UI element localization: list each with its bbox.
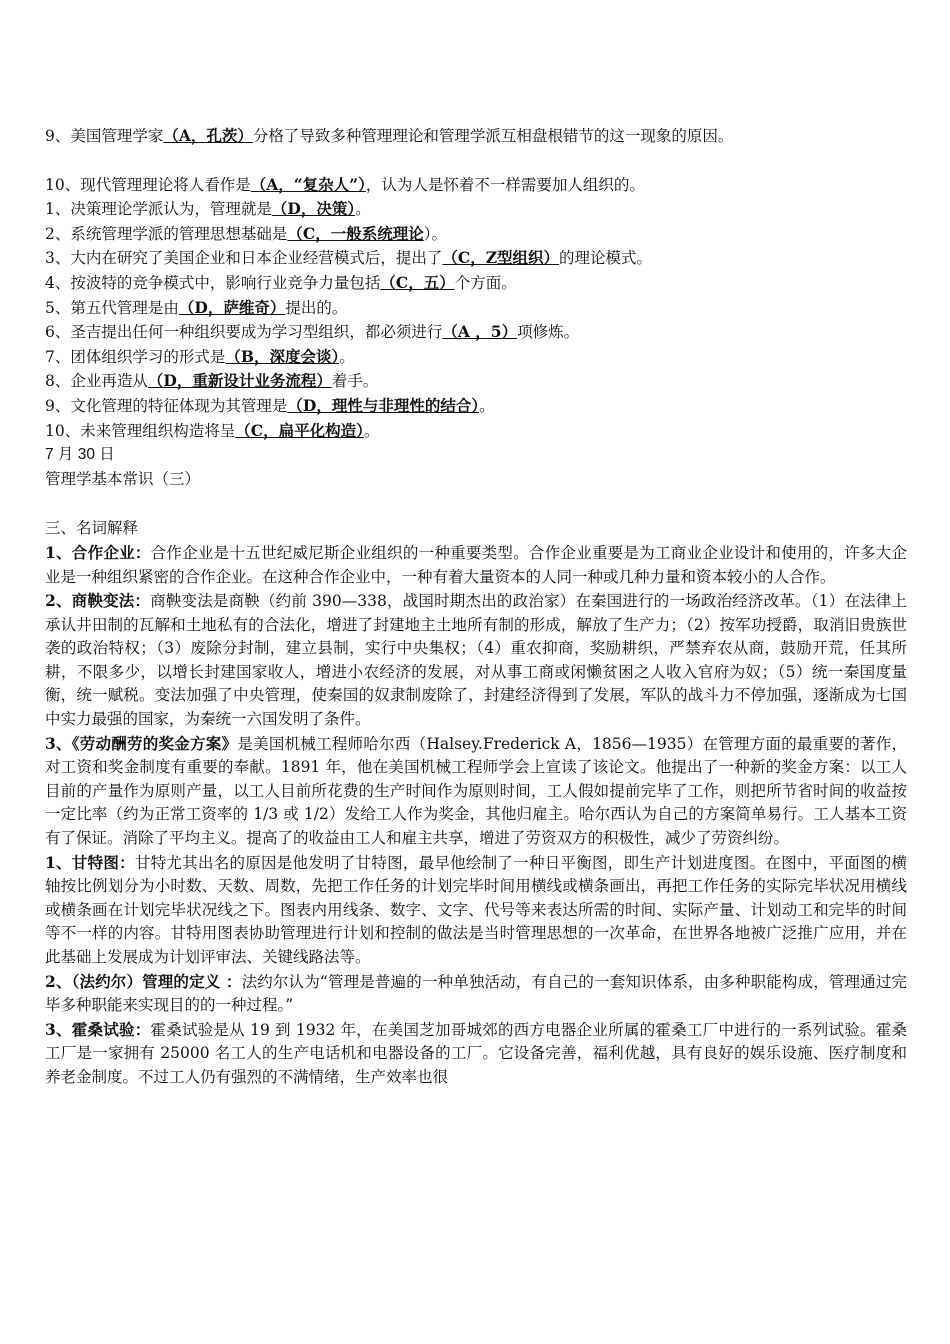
question-line — [45, 197, 907, 222]
definition-paragraph — [45, 1018, 907, 1090]
question-text: 个方面。 — [454, 273, 517, 292]
definition-term: 2、商鞅变法： — [45, 591, 151, 611]
question-text: 4、按波特的竞争模式中，影响行业竞争力量包括 — [45, 273, 381, 292]
question-line — [45, 246, 907, 271]
question-text: ，认为人是怀着不一样需要加人组织的。 — [365, 175, 645, 194]
question-line — [45, 222, 907, 247]
question-line — [45, 419, 907, 444]
question-text: 6、圣吉提出任何一种组织要成为学习型组织，都必须进行 — [45, 323, 443, 342]
question-text: 10、现代管理理论将人看作是 — [45, 175, 251, 194]
question-text: 。 — [355, 200, 371, 219]
definition-text: 商鞅变法是商鞅（约前 390—338，战国时期杰出的政治家）在秦国进行的一场政治经济改革。（1）在法律上承认井田制的瓦解和土地私有的合法化，增进了封建地主土地所有制的形成，解放了生产力；（2）按军功授爵，取消旧贵族世袭的政治特权；（3）废除分封制，建立县制，实行中央集权；（4）重农抑商，奖励耕织，严禁弃农从商，鼓励开荒，任其所耕，不限多少，以增长封建国家收人，增进小农经济的发展，对从事工商或闲懒贫困之人收入官府为奴；（5）统一秦国度量衡，统一赋税。变法加强了中央管理，使秦国的奴隶制废除了，封建经济得到了发展，军队的战斗力不停加强，逐渐成为七国中实力最强的国家，为秦统一六国发明了条件。 — [45, 592, 907, 729]
definition-paragraph — [45, 541, 907, 589]
question-line — [45, 345, 907, 370]
definition-paragraph — [45, 732, 907, 851]
question-text: 提出的。 — [285, 298, 348, 317]
answer-text: （D，萨维奇） — [178, 297, 286, 317]
question-line — [45, 271, 907, 296]
question-text: 。 — [363, 421, 380, 440]
definition-text: 霍桑试验是从 19 到 1932 年，在美国芝加哥城郊的西方电器企业所属的霍桑工厂中进行的一系列试验。霍桑工厂是一家拥有 25000 名工人的生产电话机和电器设备的工厂。它设备完善，福利优越，具有良好的娱乐设施、医疗制度和养老金制度。不过工人仍有强烈的不满情绪，生产效率也很 — [45, 1020, 907, 1086]
answer-text: （C，一般系统理论 — [287, 223, 424, 243]
question-text: 1、决策理论学派认为，管理就是 — [45, 200, 272, 219]
question-text: 5、第五代管理是由 — [45, 298, 179, 317]
definition-term: 1、合作企业： — [45, 542, 151, 562]
blank-line — [45, 149, 907, 173]
date-line: 7 月 30 日 — [45, 446, 115, 464]
definition-term: 2、（法约尔）管理的定义 ： — [45, 971, 242, 991]
definition-text: 合作企业是十五世纪威尼斯企业组织的一种重要类型。合作企业重要是为工商业企业设计和使用的，许多大企业是一种组织紧密的合作企业。在这种合作企业中，一种有着大量资本的人同一种或几种力量和资本较小的人合作。 — [45, 543, 907, 586]
question-line — [45, 320, 907, 345]
definition-text: 甘特尤其出名的原因是他发明了甘特图，最早他绘制了一种日平衡图，即生产计划进度图。在图中，平面图的横轴按比例划分为小时数、天数、周数，先把工作任务的计划完毕时间用横线或横条画出，再把工作任务的实际完毕状况用横线或横条画在计划完毕状况线之下。图表内用线条、数字、文字、代号等来表达所需的时间、实际产量、计划动工和完毕的时间等不一样的内容。甘特用图表协助管理进行计划和控制的做法是当时管理思想的一次革命，在世界各地被广泛推广应用，并在此基础上发展成为计划评审法、关键线路法等。 — [45, 853, 907, 966]
answer-text: （C，扁平化构造） — [235, 420, 364, 440]
answer-text: （A，孔茨） — [163, 126, 253, 145]
document-page — [45, 124, 907, 1090]
answer-text: （C，Z型组织） — [442, 248, 560, 268]
question-line — [45, 394, 907, 419]
answer-text: （C，五） — [380, 272, 455, 292]
definition-term: 3、《劳动酬劳的奖金方案》 — [45, 733, 238, 753]
answer-text: （A ，5） — [442, 322, 518, 342]
answer-text: （A，“复杂人”） — [250, 174, 366, 194]
definition-paragraph — [45, 851, 907, 970]
definition-text: 法约尔认为“管理是普遍的一种单独活动，有自己的一套知识体系，由多种职能构成，管理通过完毕多种职能来实现目的的一种过程。” — [45, 972, 907, 1015]
question-text: 分格了导致多种管理理论和管理学派互相盘根错节的这一现象的原因。 — [252, 127, 734, 145]
question-line — [45, 296, 907, 321]
question-line — [45, 173, 907, 198]
question-text: 。 — [479, 396, 495, 415]
question-text: 项修炼。 — [517, 323, 580, 342]
question-text: 着手。 — [331, 372, 379, 391]
section-title: 三、名词解释 — [45, 519, 139, 538]
question-text: 10、未来管理组织构造将呈 — [45, 421, 236, 440]
answer-text: （D，理性与非理性的结合） — [287, 395, 480, 415]
definition-paragraph — [45, 589, 907, 732]
answer-text: （D，重新设计业务流程） — [147, 371, 332, 391]
answer-text: （B，深度会谈） — [225, 346, 340, 366]
blank-line — [45, 492, 907, 516]
question-text: 8、企业再造从 — [45, 372, 148, 391]
question-text: 2、系统管理学派的管理思想基础是 — [45, 224, 288, 243]
definition-term: 1、甘特图： — [45, 852, 135, 872]
question-text: 9、文化管理的特征体现为其管理是 — [45, 396, 288, 415]
question-text: ）。 — [423, 224, 447, 243]
definition-paragraph — [45, 970, 907, 1018]
definition-text: 是美国机械工程师哈尔西（Halsey.Frederick A，1856—1935）在管理方面的最重要的著作，对工资和奖金制度有重要的奉献。1891 年，他在美国机械工程师学会上宣读了该论文。他提出了一种新的奖金方案：以工人目前的产量作为原则产量，以工人目前所花费的生产时间作为原则时间，工人假如提前完毕了工作，则把所节省时间的收益按一定比率（约为正常工资率的 1/3 或 1/2）发给工人作为奖金，其他归雇主。哈尔西认为自己的方案简单易行。工人基本工资有了保证。消除了平均主义。提高了的收益由工人和雇主共享，增进了劳资双方的积极性，减少了劳资纠纷。 — [45, 734, 907, 848]
question-text: 7、团体组织学习的形式是 — [45, 347, 226, 366]
question-text: 3、大内在研究了美国企业和日本企业经营模式后，提出了 — [45, 249, 443, 268]
question-line — [45, 369, 907, 394]
question-text: 9、美国管理学家 — [45, 127, 164, 145]
question-text: 。 — [339, 347, 355, 366]
definition-term: 3、霍桑试验： — [45, 1019, 151, 1039]
lesson-title: 管理学基本常识（三） — [45, 470, 201, 488]
question-line — [45, 124, 907, 149]
question-text: 的理论模式。 — [559, 249, 653, 268]
answer-text: （D，决策） — [271, 199, 356, 219]
